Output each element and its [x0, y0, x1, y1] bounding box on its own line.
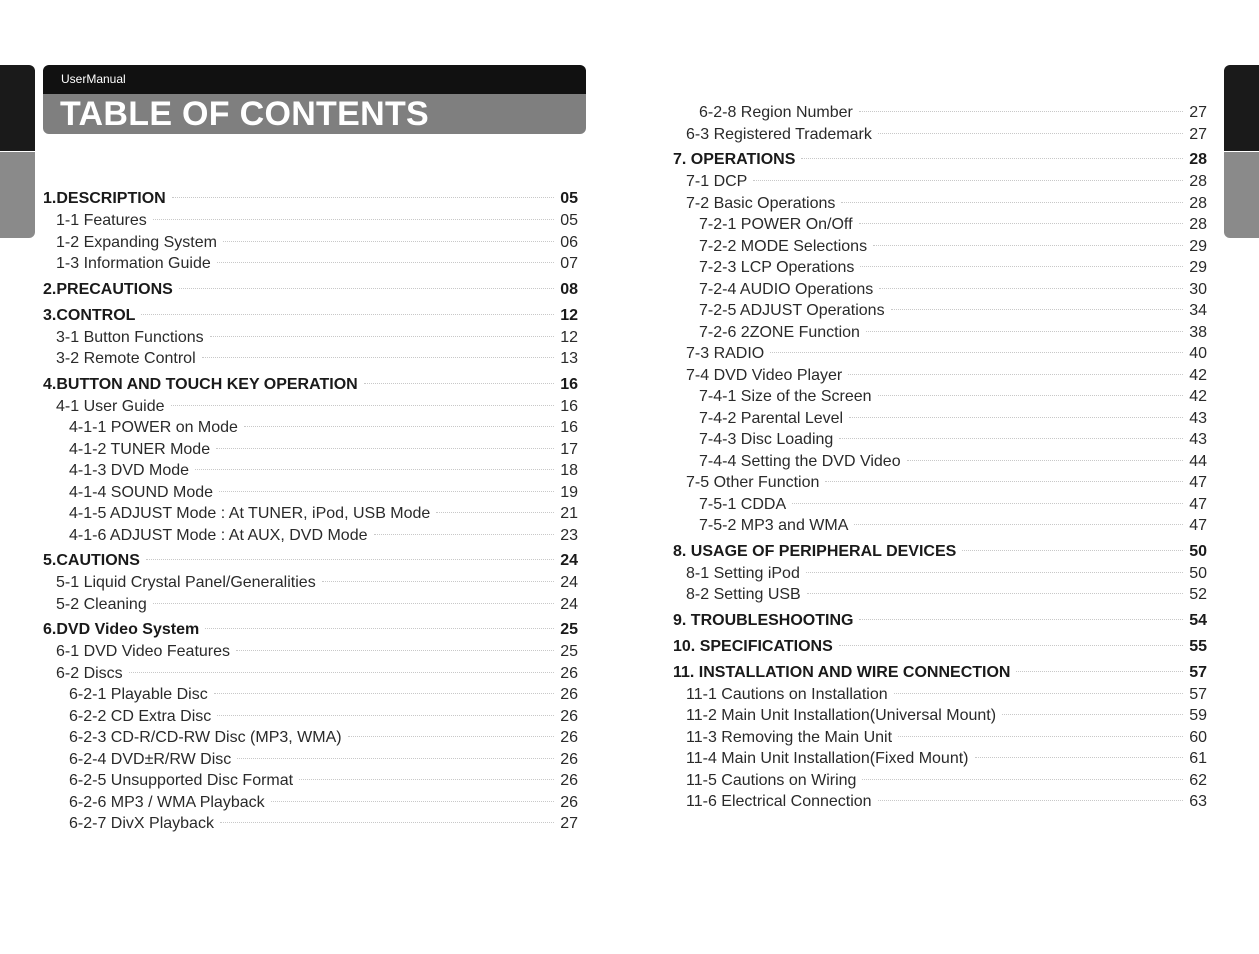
toc-dot-leader: [854, 524, 1183, 525]
toc-entry-title: 6-2-7 DivX Playback: [69, 815, 214, 832]
toc-entry[interactable]: [673, 610, 1207, 632]
toc-entry[interactable]: [673, 343, 1207, 365]
toc-entry-page: 27: [1189, 104, 1207, 121]
toc-dot-leader: [825, 481, 1183, 482]
toc-entry-page: 29: [1189, 237, 1207, 255]
toc-entry-page: 54: [1189, 611, 1207, 629]
toc-entry-title: 7-2-4 AUDIO Operations: [699, 280, 874, 298]
toc-entry-page: 40: [1189, 345, 1207, 362]
toc-dot-leader: [216, 448, 554, 449]
left-chapter-tab-grey: [0, 152, 35, 238]
toc-entry-page: 62: [1189, 771, 1207, 789]
toc-entry-title: 11-6 Electrical Connection: [686, 793, 872, 810]
toc-entry[interactable]: [673, 236, 1207, 258]
toc-entry-title: 3.CONTROL: [43, 306, 136, 324]
toc-entry-page: 24: [560, 574, 578, 591]
toc-entry-page: 26: [560, 664, 578, 682]
toc-dot-leader: [171, 405, 555, 406]
toc-entry[interactable]: [673, 429, 1207, 451]
toc-entry[interactable]: [673, 563, 1207, 585]
toc-entry[interactable]: [673, 791, 1207, 813]
toc-dot-leader: [436, 512, 554, 513]
toc-right-column: [673, 102, 1207, 813]
toc-dot-leader: [891, 309, 1183, 310]
toc-entry-title: 6-2-6 MP3 / WMA Playback: [69, 793, 265, 811]
toc-dot-leader: [894, 693, 1183, 694]
toc-entry-title: 6-2-4 DVD±R/RW Disc: [69, 750, 232, 768]
toc-entry[interactable]: [43, 503, 578, 525]
toc-entry[interactable]: [43, 641, 578, 663]
toc-entry-title: 4-1 User Guide: [56, 397, 165, 415]
toc-entry-title: 9. TROUBLESHOOTING: [673, 611, 854, 629]
toc-entry-page: 63: [1189, 793, 1207, 810]
toc-entry[interactable]: [43, 348, 578, 370]
toc-entry[interactable]: [43, 770, 578, 792]
toc-dot-leader: [223, 241, 554, 242]
toc-dot-leader: [236, 650, 554, 651]
toc-entry-title: 11-2 Main Unit Installation(Universal Mount): [686, 707, 997, 724]
toc-dot-leader: [129, 672, 554, 673]
toc-dot-leader: [214, 693, 554, 694]
toc-entry[interactable]: [43, 813, 578, 835]
toc-entry[interactable]: [673, 124, 1207, 146]
toc-dot-leader: [975, 757, 1184, 758]
toc-entry-title: 1-2 Expanding System: [56, 233, 217, 251]
toc-entry-title: 7-5 Other Function: [686, 474, 820, 491]
toc-entry-title: 8-1 Setting iPod: [686, 564, 800, 582]
toc-entry[interactable]: [43, 327, 578, 349]
toc-dot-leader: [205, 628, 554, 629]
toc-entry[interactable]: [43, 374, 578, 396]
toc-entry-title: 7-2-3 LCP Operations: [699, 259, 855, 276]
toc-entry-page: 47: [1189, 517, 1207, 534]
toc-entry[interactable]: [43, 684, 578, 706]
toc-entry[interactable]: [43, 525, 578, 547]
toc-entry-title: 4-1-4 SOUND Mode: [69, 483, 214, 501]
toc-entry-title: 6-2-5 Unsupported Disc Format: [69, 772, 294, 789]
toc-entry-page: 26: [560, 793, 578, 811]
toc-entry-title: 7-4-1 Size of the Screen: [699, 388, 872, 405]
toc-dot-leader: [141, 314, 554, 315]
toc-entry-title: 7-2-6 2ZONE Function: [699, 323, 860, 341]
toc-entry-title: 8-2 Setting USB: [686, 586, 801, 603]
toc-entry-title: 7-2-1 POWER On/Off: [699, 216, 853, 233]
toc-dot-leader: [866, 331, 1183, 332]
toc-entry-title: 7-4 DVD Video Player: [686, 366, 843, 384]
toc-entry-title: 6-2-3 CD-R/CD-RW Disc (MP3, WMA): [69, 729, 342, 746]
toc-entry[interactable]: [673, 322, 1207, 344]
toc-entry-title: 4-1-2 TUNER Mode: [69, 440, 211, 458]
toc-entry[interactable]: [673, 636, 1207, 658]
toc-dot-leader: [770, 352, 1183, 353]
toc-entry-page: 28: [1189, 151, 1207, 168]
toc-entry[interactable]: [673, 662, 1207, 684]
toc-entry-page: 60: [1189, 728, 1207, 746]
toc-dot-leader: [220, 822, 554, 823]
toc-entry[interactable]: [43, 210, 578, 232]
toc-entry-page: 16: [560, 397, 578, 415]
toc-entry[interactable]: [43, 460, 578, 482]
toc-entry-page: 28: [1189, 194, 1207, 212]
toc-entry-title: 6-2-2 CD Extra Disc: [69, 707, 212, 725]
right-chapter-tab-grey: [1224, 152, 1259, 238]
toc-entry-title: 8. USAGE OF PERIPHERAL DEVICES: [673, 542, 957, 560]
toc-entry[interactable]: [43, 396, 578, 418]
toc-entry-page: 12: [560, 306, 578, 324]
header-label: UserManual: [61, 72, 126, 86]
toc-entry[interactable]: [673, 472, 1207, 494]
toc-entry-page: 55: [1189, 637, 1207, 655]
toc-entry-title: 11. INSTALLATION AND WIRE CONNECTION: [673, 663, 1011, 681]
toc-entry[interactable]: [43, 305, 578, 327]
toc-entry[interactable]: [673, 257, 1207, 279]
toc-entry[interactable]: [673, 770, 1207, 792]
toc-entry[interactable]: [673, 386, 1207, 408]
toc-entry-page: 05: [560, 212, 578, 229]
toc-entry-page: 38: [1189, 323, 1207, 341]
toc-entry[interactable]: [673, 684, 1207, 706]
toc-entry-page: 06: [560, 233, 578, 251]
toc-entry-page: 23: [560, 526, 578, 544]
toc-entry-page: 07: [560, 255, 578, 272]
toc-entry-title: 2.PRECAUTIONS: [43, 280, 173, 298]
toc-entry-page: 25: [560, 643, 578, 660]
toc-entry[interactable]: [43, 439, 578, 461]
toc-entry[interactable]: [673, 515, 1207, 537]
toc-entry-page: 43: [1189, 409, 1207, 427]
toc-dot-leader: [153, 603, 554, 604]
toc-dot-leader: [878, 395, 1183, 396]
toc-dot-leader: [210, 336, 554, 337]
toc-entry-page: 57: [1189, 663, 1207, 681]
toc-entry-page: 30: [1189, 280, 1207, 298]
toc-entry-title: 7-2-5 ADJUST Operations: [699, 302, 885, 319]
toc-entry-page: 47: [1189, 474, 1207, 491]
toc-entry[interactable]: [43, 417, 578, 439]
left-chapter-tab-dark: [0, 65, 35, 151]
toc-entry-title: 1-3 Information Guide: [56, 255, 211, 272]
toc-entry-title: 5.CAUTIONS: [43, 552, 140, 569]
toc-entry[interactable]: [673, 727, 1207, 749]
toc-entry-title: 3-1 Button Functions: [56, 328, 204, 346]
toc-entry[interactable]: [673, 102, 1207, 124]
toc-dot-leader: [907, 460, 1183, 461]
toc-entry-page: 57: [1189, 685, 1207, 703]
toc-dot-leader: [153, 219, 554, 220]
toc-entry-title: 3-2 Remote Control: [56, 350, 196, 367]
toc-dot-leader: [862, 779, 1183, 780]
toc-entry[interactable]: [673, 705, 1207, 727]
toc-entry-page: 19: [560, 483, 578, 501]
toc-entry-page: 12: [560, 328, 578, 346]
toc-entry[interactable]: [673, 300, 1207, 322]
toc-entry-title: 7. OPERATIONS: [673, 151, 796, 168]
toc-entry[interactable]: [43, 188, 578, 210]
toc-dot-leader: [1016, 671, 1183, 672]
toc-entry-title: 4-1-6 ADJUST Mode : At AUX, DVD Mode: [69, 526, 368, 544]
toc-entry[interactable]: [43, 706, 578, 728]
toc-entry-title: 6.DVD Video System: [43, 621, 200, 638]
toc-entry[interactable]: [673, 748, 1207, 770]
toc-dot-leader: [807, 593, 1183, 594]
toc-dot-leader: [792, 503, 1183, 504]
toc-entry-page: 44: [1189, 452, 1207, 470]
toc-entry-page: 24: [560, 552, 578, 569]
toc-entry[interactable]: [673, 193, 1207, 215]
toc-entry[interactable]: [673, 494, 1207, 516]
toc-entry-page: 59: [1189, 707, 1207, 724]
toc-entry[interactable]: [673, 149, 1207, 171]
toc-dot-leader: [859, 111, 1183, 112]
toc-dot-leader: [801, 158, 1183, 159]
toc-entry-title: 1.DESCRIPTION: [43, 190, 166, 207]
toc-entry-title: 7-1 DCP: [686, 173, 748, 190]
toc-dot-leader: [859, 619, 1183, 620]
toc-entry[interactable]: [673, 279, 1207, 301]
toc-dot-leader: [849, 417, 1183, 418]
toc-entry[interactable]: [43, 253, 578, 275]
header-bar: [43, 65, 586, 94]
toc-dot-leader: [217, 715, 554, 716]
toc-dot-leader: [271, 801, 554, 802]
toc-entry[interactable]: [43, 727, 578, 749]
toc-entry-title: 6-2 Discs: [56, 664, 123, 682]
toc-dot-leader: [860, 266, 1183, 267]
toc-entry[interactable]: [43, 572, 578, 594]
toc-entry[interactable]: [673, 584, 1207, 606]
toc-dot-leader: [873, 245, 1183, 246]
toc-entry-page: 24: [560, 595, 578, 613]
toc-entry[interactable]: [673, 541, 1207, 563]
toc-entry-page: 28: [1189, 216, 1207, 233]
toc-dot-leader: [172, 197, 554, 198]
toc-dot-leader: [806, 572, 1183, 573]
toc-entry-page: 27: [1189, 125, 1207, 143]
toc-entry-page: 17: [560, 440, 578, 458]
toc-entry[interactable]: [673, 365, 1207, 387]
toc-entry[interactable]: [673, 214, 1207, 236]
toc-entry-page: 29: [1189, 259, 1207, 276]
toc-entry-page: 26: [560, 772, 578, 789]
toc-dot-leader: [962, 550, 1183, 551]
toc-entry-title: 1-1 Features: [56, 212, 147, 229]
toc-entry-title: 7-3 RADIO: [686, 345, 765, 362]
toc-entry-title: 7-2-2 MODE Selections: [699, 237, 868, 255]
toc-entry-title: 6-1 DVD Video Features: [56, 643, 231, 660]
toc-entry-title: 7-4-4 Setting the DVD Video: [699, 452, 901, 470]
toc-entry-page: 42: [1189, 388, 1207, 405]
toc-entry[interactable]: [43, 792, 578, 814]
toc-dot-leader: [848, 374, 1183, 375]
toc-entry[interactable]: [43, 663, 578, 685]
toc-entry-page: 18: [560, 462, 578, 479]
toc-entry-page: 50: [1189, 542, 1207, 560]
toc-entry-page: 26: [560, 729, 578, 746]
toc-entry[interactable]: [43, 619, 578, 641]
toc-entry-page: 25: [560, 621, 578, 638]
toc-entry-title: 4-1-1 POWER on Mode: [69, 419, 238, 436]
toc-entry[interactable]: [673, 451, 1207, 473]
toc-entry[interactable]: [43, 232, 578, 254]
toc-entry[interactable]: [43, 482, 578, 504]
toc-entry-title: 7-5-1 CDDA: [699, 495, 787, 513]
toc-entry-page: 47: [1189, 495, 1207, 513]
toc-entry-title: 4.BUTTON AND TOUCH KEY OPERATION: [43, 375, 358, 393]
toc-dot-leader: [364, 383, 554, 384]
toc-left-column: [43, 188, 578, 835]
toc-entry[interactable]: [43, 594, 578, 616]
page-title: TABLE OF CONTENTS: [60, 95, 430, 133]
toc-dot-leader: [217, 262, 554, 263]
toc-entry-title: 7-2 Basic Operations: [686, 194, 836, 212]
toc-dot-leader: [179, 288, 554, 289]
toc-entry-page: 42: [1189, 366, 1207, 384]
toc-dot-leader: [878, 133, 1183, 134]
toc-dot-leader: [859, 223, 1183, 224]
toc-entry-page: 26: [560, 686, 578, 703]
toc-entry-page: 05: [560, 190, 578, 207]
toc-entry[interactable]: [43, 279, 578, 301]
right-chapter-tab-dark: [1224, 65, 1259, 151]
toc-entry-title: 11-1 Cautions on Installation: [686, 685, 888, 703]
toc-entry-page: 26: [560, 707, 578, 725]
toc-entry-title: 10. SPECIFICATIONS: [673, 637, 833, 655]
toc-dot-leader: [348, 736, 554, 737]
toc-entry-page: 43: [1189, 431, 1207, 448]
toc-entry-page: 52: [1189, 586, 1207, 603]
toc-dot-leader: [839, 645, 1183, 646]
toc-entry[interactable]: [673, 171, 1207, 193]
toc-entry-page: 21: [560, 505, 578, 522]
toc-entry-page: 16: [560, 375, 578, 393]
toc-entry-title: 6-2-8 Region Number: [699, 104, 853, 121]
toc-dot-leader: [841, 202, 1183, 203]
toc-entry[interactable]: [673, 408, 1207, 430]
toc-entry-title: 11-3 Removing the Main Unit: [686, 728, 893, 746]
toc-entry-title: 7-4-2 Parental Level: [699, 409, 844, 427]
toc-dot-leader: [374, 534, 555, 535]
toc-entry-title: 5-1 Liquid Crystal Panel/Generalities: [56, 574, 316, 591]
toc-dot-leader: [1002, 714, 1183, 715]
toc-entry-page: 08: [560, 280, 578, 298]
toc-dot-leader: [219, 491, 554, 492]
toc-entry-page: 28: [1189, 173, 1207, 190]
toc-dot-leader: [195, 469, 554, 470]
toc-entry-page: 27: [560, 815, 578, 832]
toc-entry-title: 4-1-5 ADJUST Mode : At TUNER, iPod, USB Mode: [69, 505, 431, 522]
toc-entry-page: 61: [1189, 750, 1207, 767]
toc-entry-page: 34: [1189, 302, 1207, 319]
toc-entry-title: 7-5-2 MP3 and WMA: [699, 517, 849, 534]
title-bar: [43, 94, 586, 134]
toc-entry-title: 11-5 Cautions on Wiring: [686, 771, 857, 789]
toc-entry-page: 26: [560, 750, 578, 768]
toc-entry-title: 11-4 Main Unit Installation(Fixed Mount): [686, 750, 969, 767]
toc-entry-title: 4-1-3 DVD Mode: [69, 462, 190, 479]
toc-entry-title: 6-3 Registered Trademark: [686, 125, 872, 143]
toc-entry-title: 7-4-3 Disc Loading: [699, 431, 834, 448]
toc-dot-leader: [237, 758, 554, 759]
toc-dot-leader: [244, 426, 554, 427]
toc-dot-leader: [299, 779, 554, 780]
toc-dot-leader: [322, 581, 554, 582]
toc-entry-title: 6-2-1 Playable Disc: [69, 686, 208, 703]
toc-entry-page: 16: [560, 419, 578, 436]
toc-dot-leader: [839, 438, 1183, 439]
toc-entry-page: 13: [560, 350, 578, 367]
toc-entry[interactable]: [43, 550, 578, 572]
toc-dot-leader: [879, 288, 1183, 289]
toc-entry-title: 5-2 Cleaning: [56, 595, 147, 613]
toc-dot-leader: [202, 357, 554, 358]
toc-dot-leader: [146, 559, 554, 560]
toc-entry-page: 50: [1189, 564, 1207, 582]
toc-entry[interactable]: [43, 749, 578, 771]
toc-dot-leader: [753, 180, 1183, 181]
toc-dot-leader: [898, 736, 1183, 737]
toc-dot-leader: [878, 800, 1183, 801]
